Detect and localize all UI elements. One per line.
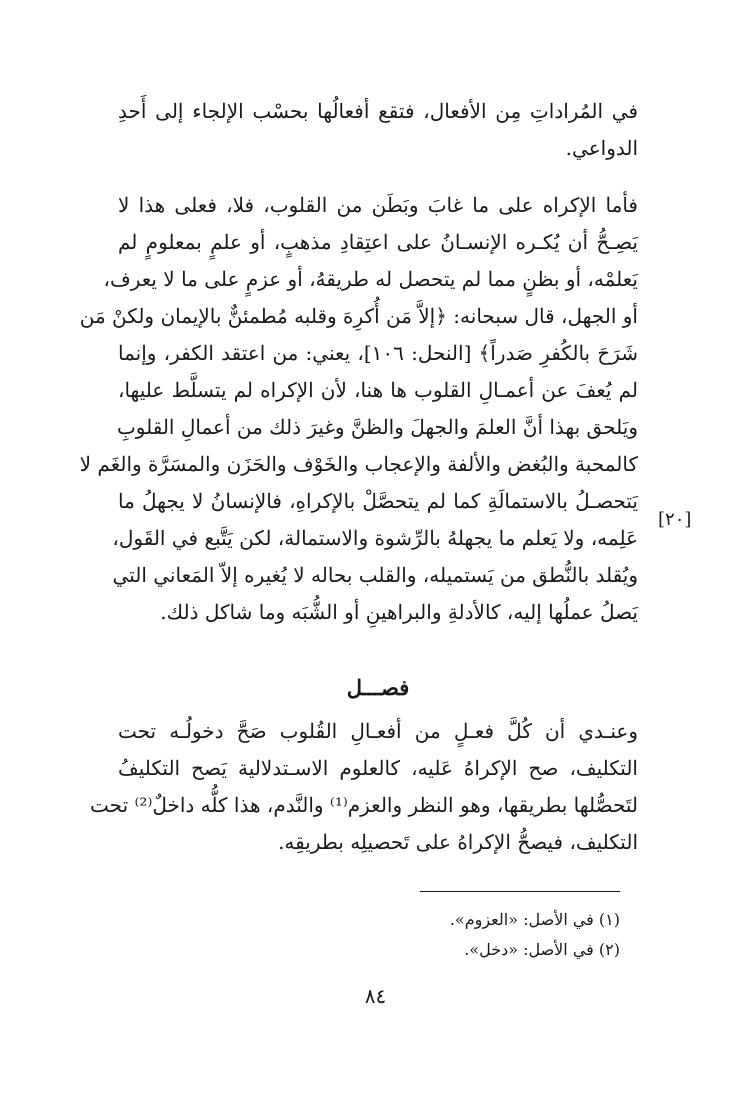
text-line: لم يُعفَ عن أعمـالِ القلوب ها هنا، لأن الإكراه لم يتسلَّط عليها، xyxy=(118,378,638,402)
text-line: ويُقلد بالنُّطق من يَستميله، والقلب بحاله لا يُغيره إلاّ المَعاني التي xyxy=(112,563,638,587)
text-line: أو الجهل، قال سبحانه: ﴿إلاَّ مَن أُكرِهَ وقلبه مُطمئنٌّ بالإيمان ولكنْ مَن xyxy=(79,304,638,328)
text-line: يَصلُ عملُها إليه، كالأدلةِ والبراهينِ أو الشُّبَه وما شاكل ذلك. xyxy=(160,600,638,624)
text-line: يَتحصـلُ بالاستمالَةِ كما لم يتحصَّلْ بالإكراهِ، فالإنسانُ لا يجهلُ ما xyxy=(118,489,638,513)
text-line: ويَلحق بهذا أنَّ العلمَ والجهلَ والظنَّ وغيرَ ذلك من أعمالِ القلوبِ xyxy=(116,415,638,439)
text-line: عَلِمه، ولا يَعلم ما يجهلهُ بالرِّشوة والاستمالة، لكن يَتَّبع في القَول، xyxy=(112,526,638,550)
footnote-2: (٢) في الأصل: «دخل». xyxy=(464,940,620,959)
paragraph-1 xyxy=(118,93,638,167)
text-line: وعنـدي أن كُلَّ فعـلٍ من أفعـالِ القُلوب صَحَّ دخولُـه تحت xyxy=(118,719,638,743)
text-line: لتَحصُّلها بطريقها، وهو النظر والعزم⁽¹⁾ والنَّدم، هذا كلُّه داخلٌ⁽²⁾ تحت xyxy=(90,793,638,817)
text-line: التكليف، فيصحُّ الإكراهُ على تَحصيلِه بطريقِه. xyxy=(278,830,638,854)
section-heading: فصـــل xyxy=(346,675,410,700)
text-line: فأما الإكراه على ما غابَ وبَطَن من القلوب، فلا، فعلى هذا لا xyxy=(118,193,638,217)
text-line: الدواعي. xyxy=(565,136,638,160)
paragraph-2 xyxy=(79,187,638,631)
text-line: في المُراداتِ مِن الأفعال، فتقع أفعالُها بحسْب الإلجاء إلى أَحدِ xyxy=(118,99,638,123)
text-line: التكليف، صح الإكراهُ عَليه، كالعلوم الاسـتدلالية يَصح التكليفُ xyxy=(118,756,638,780)
text-line: يَصِـحُّ أن يُكـره الإنسـانُ على اعتِقادِ مذهبٍ، أو علمٍ بمعلومٍ لم xyxy=(118,230,638,254)
footnote-1: (١) في الأصل: «العزوم». xyxy=(449,910,620,929)
text-line: يَعلمْه، أو بظنٍ مما لم يتحصل له طريقهُ، أو عزمٍ على ما لا يعرف، xyxy=(103,267,638,291)
paragraph-3 xyxy=(90,713,638,861)
margin-page-reference: [٢٠] xyxy=(658,509,692,530)
text-line: شَرَحَ بالكُفرِ صَدراً﴾ [النحل: ١٠٦]، يعني: من اعتقد الكفر، وإنما xyxy=(118,341,638,365)
footnotes xyxy=(300,905,620,965)
text-line: كالمحبة والبُغض والألفة والإعجاب والخَوْف والحَزَن والمسَرَّة والغَم لا xyxy=(79,452,638,476)
page-number: ٨٤ xyxy=(364,984,387,1008)
footnote-divider xyxy=(420,891,620,892)
